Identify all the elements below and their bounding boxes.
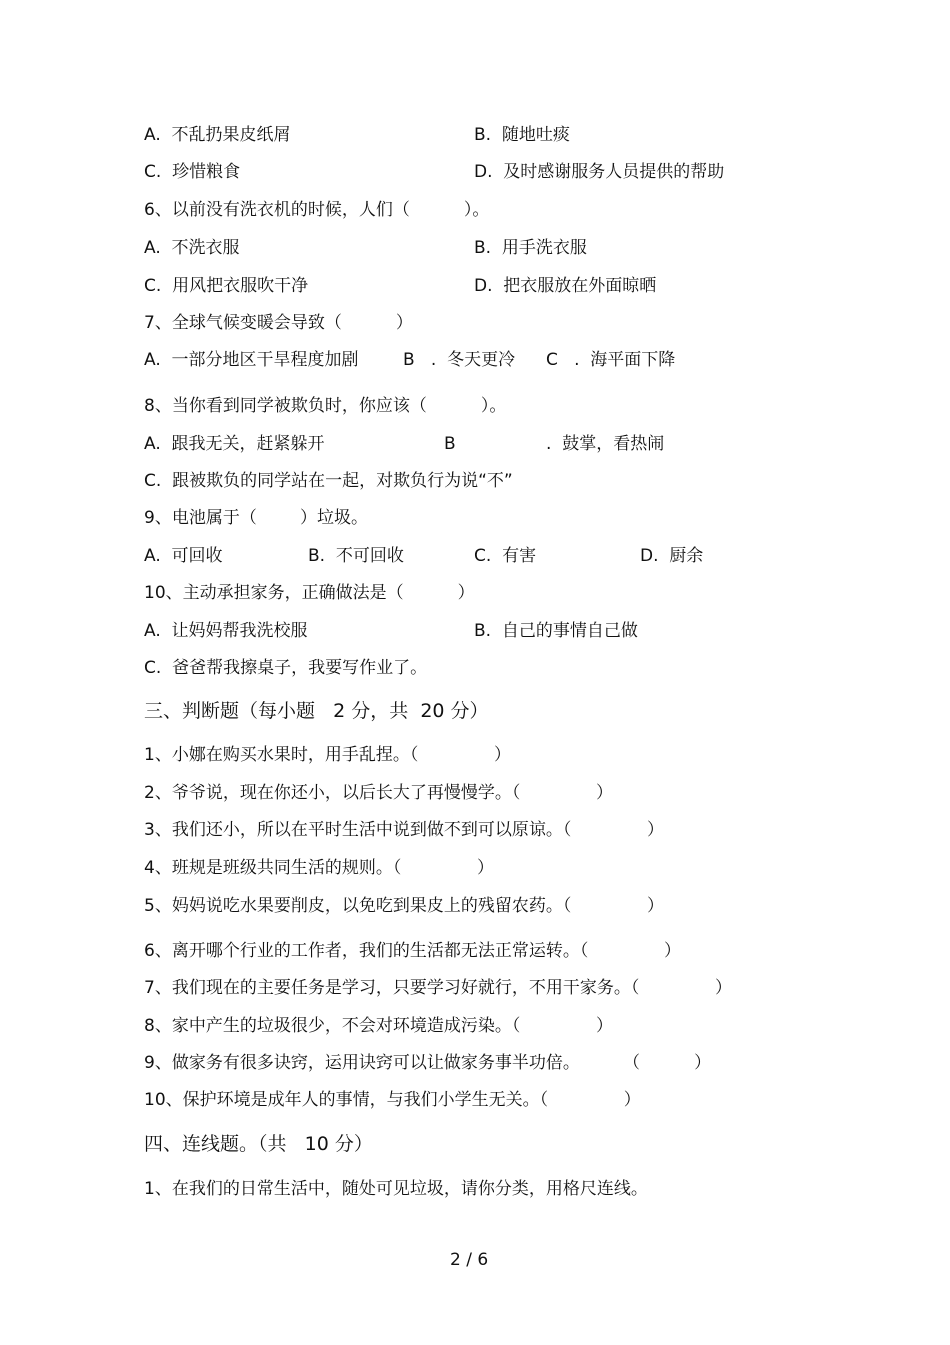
q7-option-a: A. 一部分地区干旱程度加剧 bbox=[144, 350, 359, 370]
q9-option-d: D. 厨余 bbox=[640, 546, 704, 566]
section3-heading: 三、判断题（每小题 2 分，共 20 分） bbox=[144, 700, 489, 722]
judge-item-7: 7、我们现在的主要任务是学习，只要学习好就行，不用干家务。（ ） bbox=[144, 978, 732, 998]
judge-item-2: 2、爷爷说，现在你还小，以后长大了再慢慢学。（ ） bbox=[144, 783, 613, 803]
judge-item-1: 1、小娜在购买水果时，用手乱捏。（ ） bbox=[144, 745, 511, 765]
q5-option-b: B. 随地吐痰 bbox=[474, 125, 570, 145]
judge-item-10: 10、保护环境是成年人的事情，与我们小学生无关。（ ） bbox=[144, 1090, 641, 1110]
q7-stem: 7、全球气候变暖会导致（ ） bbox=[144, 313, 413, 333]
q6-option-b: B. 用手洗衣服 bbox=[474, 238, 587, 258]
q9-stem: 9、电池属于（ ）垃圾。 bbox=[144, 508, 369, 528]
q8-option-a: A. 跟我无关，赶紧躲开 bbox=[144, 434, 325, 454]
section4-q1: 1、在我们的日常生活中，随处可见垃圾，请你分类，用格尺连线。 bbox=[144, 1179, 648, 1199]
judge-item-5: 5、妈妈说吃水果要削皮，以免吃到果皮上的残留农药。（ ） bbox=[144, 896, 664, 916]
judge-item-8: 8、家中产生的垃圾很少，不会对环境造成污染。（ ） bbox=[144, 1016, 613, 1036]
q10-option-a: A. 让妈妈帮我洗校服 bbox=[144, 621, 308, 641]
q6-stem: 6、以前没有洗衣机的时候，人们（ ）。 bbox=[144, 200, 490, 220]
judge-item-4: 4、班规是班级共同生活的规则。（ ） bbox=[144, 858, 494, 878]
q10-stem: 10、主动承担家务，正确做法是（ ） bbox=[144, 583, 475, 603]
page-number: 2 / 6 bbox=[450, 1250, 489, 1270]
q5-option-d: D. 及时感谢服务人员提供的帮助 bbox=[474, 162, 725, 182]
q9-option-b: B. 不可回收 bbox=[308, 546, 404, 566]
judge-item-6: 6、离开哪个行业的工作者，我们的生活都无法正常运转。（ ） bbox=[144, 941, 681, 961]
judge-item-3: 3、我们还小，所以在平时生活中说到做不到可以原谅。（ ） bbox=[144, 820, 664, 840]
q6-option-c: C. 用风把衣服吹干净 bbox=[144, 276, 309, 296]
q5-option-c: C. 珍惜粮食 bbox=[144, 162, 241, 182]
q8-stem: 8、当你看到同学被欺负时，你应该（ ）。 bbox=[144, 396, 507, 416]
q6-option-a: A. 不洗衣服 bbox=[144, 238, 240, 258]
judge-item-9: 9、做家务有很多诀窍，运用诀窍可以让做家务事半功倍。 （ ） bbox=[144, 1053, 712, 1073]
q8-option-b-letter: B bbox=[444, 434, 456, 454]
q6-option-d: D. 把衣服放在外面晾晒 bbox=[474, 276, 657, 296]
q7-option-c: C . 海平面下降 bbox=[546, 350, 676, 370]
q10-option-b: B. 自己的事情自己做 bbox=[474, 621, 638, 641]
section4-heading: 四、连线题。（共 10 分） bbox=[144, 1133, 373, 1155]
q10-option-c: C. 爸爸帮我擦桌子，我要写作业了。 bbox=[144, 658, 428, 678]
q8-option-c: C. 跟被欺负的同学站在一起，对欺负行为说“不” bbox=[144, 471, 513, 491]
q5-option-a: A. 不乱扔果皮纸屑 bbox=[144, 125, 291, 145]
q9-option-a: A. 可回收 bbox=[144, 546, 223, 566]
q7-option-b: B . 冬天更冷 bbox=[403, 350, 516, 370]
q9-option-c: C. 有害 bbox=[474, 546, 537, 566]
q8-option-b-text: . 鼓掌，看热闹 bbox=[546, 434, 665, 454]
